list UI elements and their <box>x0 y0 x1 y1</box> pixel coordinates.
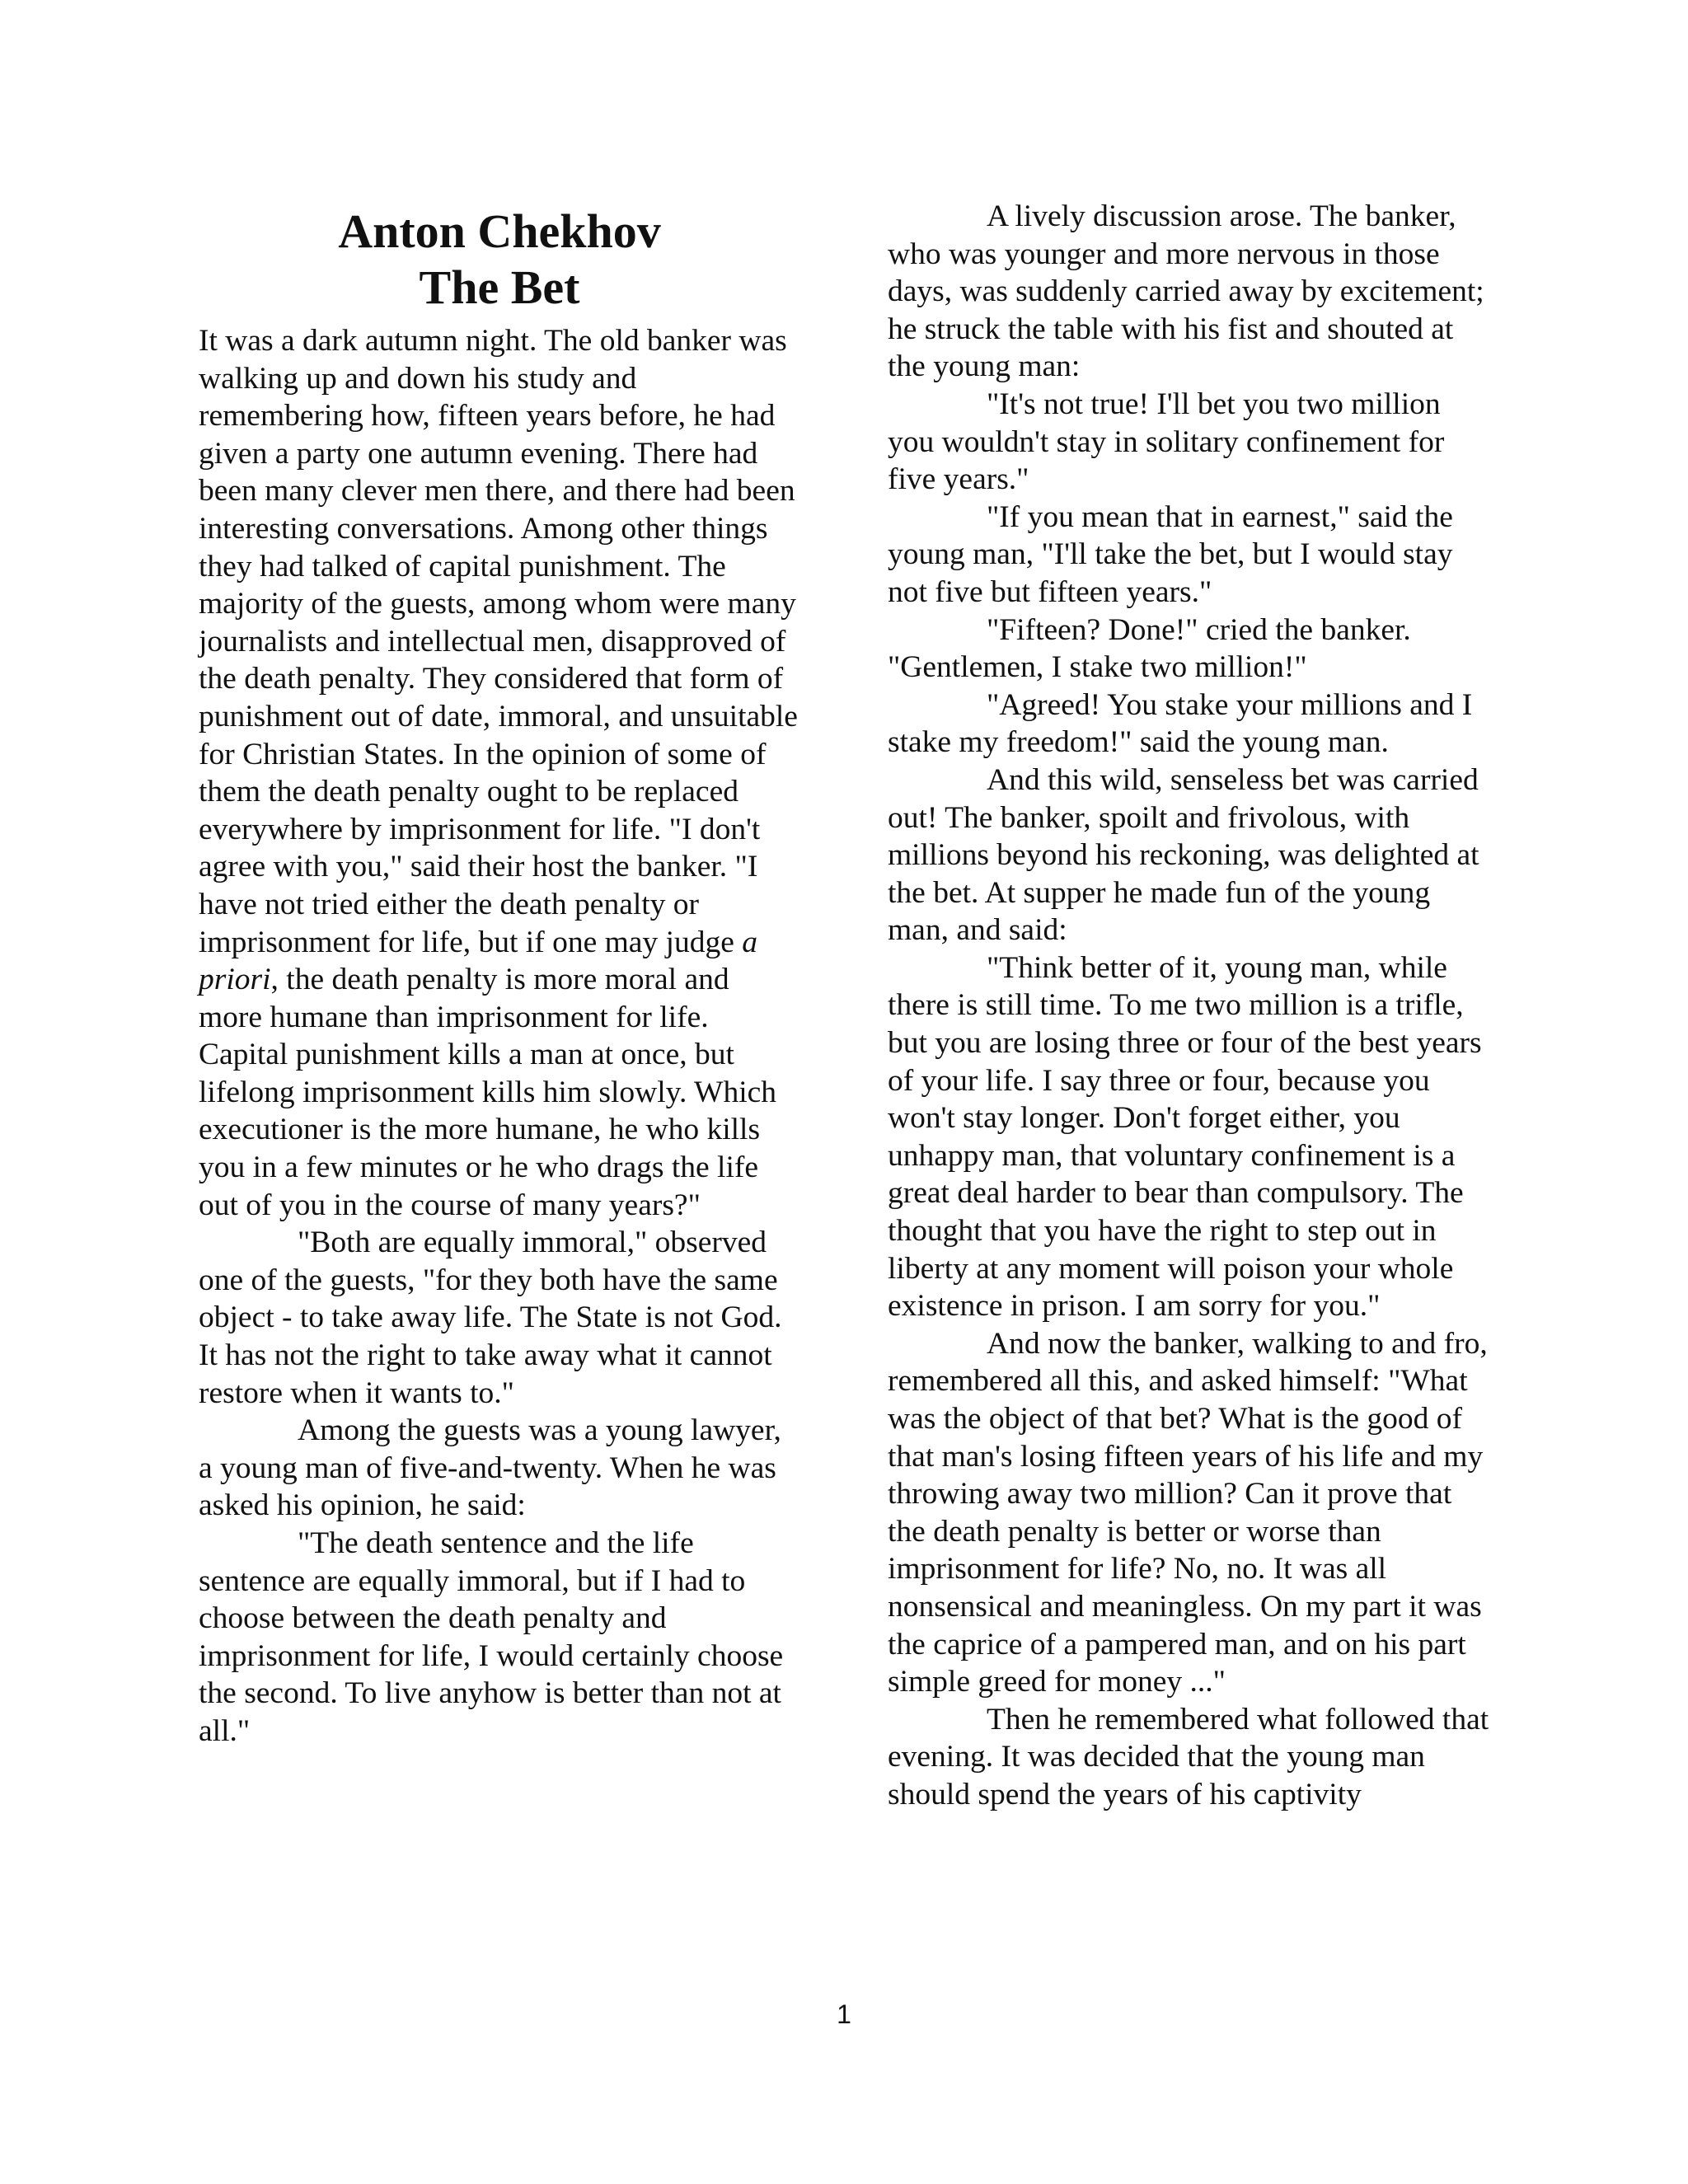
paragraph-what-followed: Then he remembered what followed that evening. It was decided that the young man should spend the years of his captivity <box>888 1702 1489 1811</box>
right-column <box>888 198 1493 1814</box>
paragraph-agreed: "Agreed! You stake your millions and I stake my freedom!" said the young man. <box>888 687 1473 760</box>
paragraph-bet-accept: "If you mean that in earnest," said the young man, "I'll take the bet, but I would stay not five but fifteen years." <box>888 499 1453 609</box>
left-column <box>199 204 800 1750</box>
paragraph-fifteen-done: "Fifteen? Done!" cried the banker. "Gentlemen, I stake two million!" <box>888 612 1411 685</box>
paragraph-guest-reply: "Both are equally immoral," observed one of the guests, "for they both have the same object - to take away life. The State is not God. It has not the right to take away what it cannot restore when it wants to." <box>199 1226 782 1410</box>
paragraph-young-lawyer: Among the guests was a young lawyer, a young man of five-and-twenty. When he was asked his opinion, he said: <box>199 1413 781 1523</box>
author-title: Anton Chekhov <box>338 204 661 258</box>
paragraph-think-better: "Think better of it, young man, while there is still time. To me two million is a trifle, but you are losing three or four of the best years of your life. I say three or four, because you won't stay longer. Don't forget either, you unhappy man, that voluntary confinement is a great deal harder to bear than compulsory. The thought that you have the right to step out in liberty at any moment will poison your whole existence in prison. I am sorry for you." <box>888 950 1482 1324</box>
paragraph-opening <box>199 322 800 1224</box>
paragraph-opening-part-a: It was a dark autumn night. The old banker was walking up and down his study and remembering how, fifteen years before, he had given a party one autumn evening. There had been many clever men there, and there had been interesting conversations. Among other things they had talked of capital punishment. The majority of the guests, among whom were many journalists and intellectual men, disapproved of the death penalty. They considered that form of punishment out of date, immoral, and unsuitable for Christian States. In the opinion of some of them the death penalty ought to be replaced everywhere by imprisonment for life. "I don't agree with you," said their host the banker. "I have not tried either the death penalty or imprisonment for life, but if one may judge <box>199 324 798 959</box>
paragraph-discussion: A lively discussion arose. The banker, who was younger and more nervous in those days, was suddenly carried away by excitement; he struck the table with his fist and shouted at the young man: <box>888 199 1484 384</box>
paragraph-opening-part-b: , the death penalty is more moral and more humane than imprisonment for life. Capital punishment kills a man at once, but lifelong imprisonment kills him slowly. Which executioner is the more humane, he who kills you in a few minutes or he who drags the life out of you in the course of many years?" <box>199 963 777 1222</box>
paragraph-opening-italic: a priori <box>199 925 757 997</box>
title-block <box>199 204 800 316</box>
story-title: The Bet <box>419 260 580 314</box>
paragraph-bet-carried-out: And this wild, senseless bet was carried out! The banker, spoilt and frivolous, with millions beyond his reckoning, was delighted at the bet. At supper he made fun of the young man, and said: <box>888 762 1479 948</box>
page-number: 1 <box>837 1999 851 2029</box>
paragraph-bet-offer: "It's not true! I'll bet you two million you wouldn't stay in solitary confinement for five years." <box>888 387 1445 497</box>
paragraph-banker-reflects: And now the banker, walking to and fro, remembered all this, and asked himself: "What was the object of that bet? What is the good of that man's losing fifteen years of his life and my throwing away two million? Can it prove that the death penalty is better or worse than imprisonment for life? No, no. It was all nonsensical and meaningless. On my part it was the caprice of a pampered man, and on his part simple greed for money ..." <box>888 1326 1488 1699</box>
paragraph-lawyer-opinion: "The death sentence and the life sentence are equally immoral, but if I had to choose between the death penalty and imprisonment for life, I would certainly choose the second. To live anyhow is better than not at all." <box>199 1526 784 1748</box>
